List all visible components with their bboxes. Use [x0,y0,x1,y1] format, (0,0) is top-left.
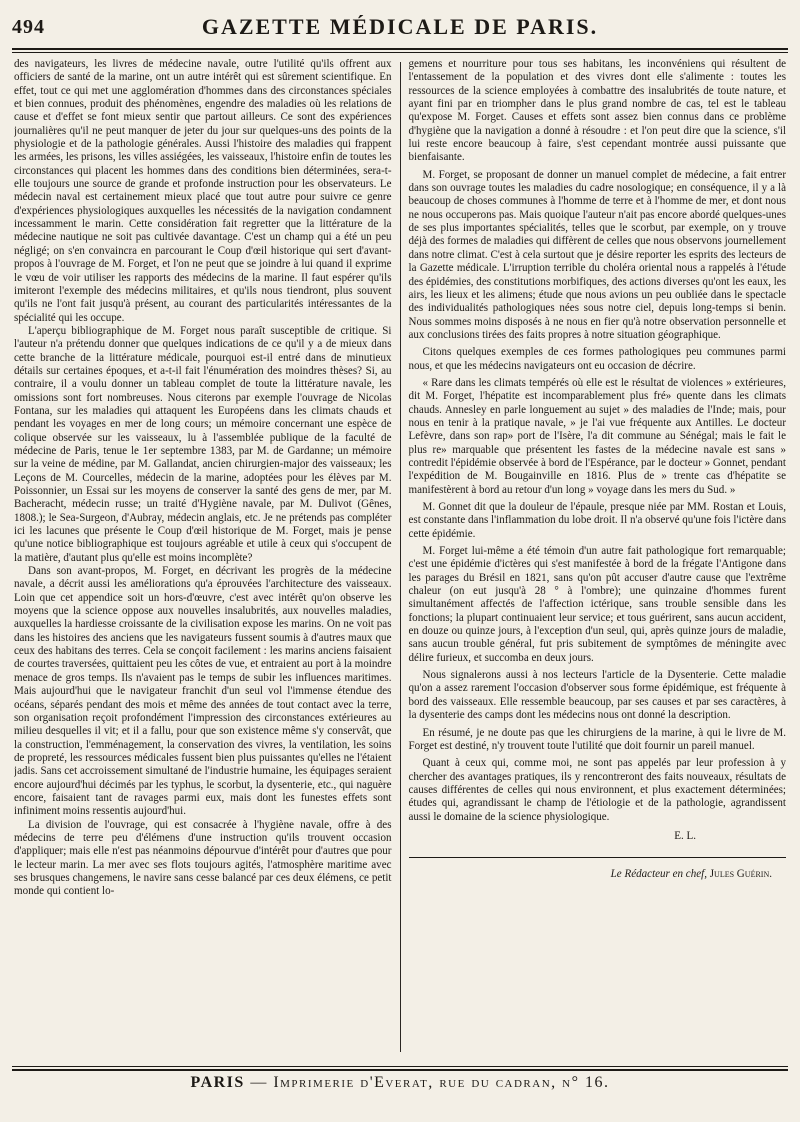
editor-name: Jules Guérin. [709,868,772,881]
journal-title: GAZETTE MÉDICALE DE PARIS. [201,14,599,39]
footer-rule [12,1066,788,1071]
imprint-footer [0,1074,800,1104]
author-signature: E. L. [674,829,696,842]
paragraph: gemens et nourriture pour tous ses habitans, les inconvéniens qui résultent de l'entassement de la population et des vivres dont elle s'alimente : toutes les ressources de la science employées à combattre des insalubrités de toute nature, et ayant fini par en triompher dans le plus grand nombre de cas, tel est le tableau qu'expose M. Forget. Causes et effets sont assez bien connus dans ce problème d'hygiène que la navigation a donné à résoudre : et l'on peut dire que la science, s'il lui reste encore beaucoup à faire, s'est cependant montrée aussi puissante que bienfaisante. [408,58,786,164]
footer-printer: Imprimerie d'Everat, [273,1074,434,1091]
paragraph: Dans son avant-propos, M. Forget, en décrivant les progrès de la médecine navale, a décrit aussi les améliorations qu'a éprouvées l'architecture des vaisseaux. Loin que cet appendice soit un hors-d'œuvre, c'est avec intérêt qu'on observe les moyens que la science oppose aux nouvelles insalubrités, aux nouvelles maladies, auxquelles la hardiesse croissante de la civilisation expose les marins. On ne voit pas dans les histoires des anciens que les navigateurs fussent soumis à d'autres maux que ceux des habitans des terres. Cela se conçoit facilement : les marins anciens faisaient de courtes traversées, quittaient peu les côtes de vue, et entraient au port à la moindre menace de gros temps. Ils n'avaient pas le temps de subir les influences maritimes. Mais aujourd'hui que le navigateur franchit d'un seul vol l'immense étendue des océans, séparés pendant des mois et même des années de tout contact avec la terre, son organisation reçoit profondément l'impression des circonstances extérieures au milieu desquelles il vit; et il a fallu, pour que son existence même s'y conservât, que la construction, l'emménagement, la conservation des vivres, la ventilation, les soins de propreté, les ressources médicales fussent bien plus puissantes qu'elles ne l'étaient jadis. Sans cet accroissement simultané de l'industrie humaine, les équipages seraient encore aujourd'hui décimés par les typhus, le scorbut, la dysenterie, etc., qui naguère encore, faisaient tant de ravages parmi eux, mais dont les funestes effets sont infiniment moins ressentis aujourd'hui. [14,565,392,818]
footer-city: PARIS [190,1074,245,1091]
paragraph: Nous signalerons aussi à nos lecteurs l'article de la Dysenterie. Cette maladie qu'on a assez rarement l'occasion d'observer sous forme épidémique, est fréquente à bord des vaisseaux. Elle ressemble beaucoup, par ses causes et par ses caractères, à la dysenterie des camps dont les médecins nous ont donné la description. [408,669,786,722]
article-columns [14,58,786,1058]
paragraph: des navigateurs, les livres de médecine navale, outre l'utilité qu'ils offrent aux officiers de santé de la marine, ont un autre intérêt qui est sûrement scientifique. En effet, tout ce qui met une agglomération d'hommes dans des circonstances spéciales et bien connues, produit des phénomènes, engendre des maladies où les relations de cause et d'effet se font mieux sentir que partout ailleurs. Ce sont des expériences journalières qu'il ne peut manquer de jeter du jour sur quelques-uns des points de la physiologie et de la pathologie générales. Aussi l'histoire des maladies qui frappent les armées, les prisons, les villes assiégées, les vaisseaux, l'histoire enfin de toutes les circonstances qui placent les hommes dans des conditions bien déterminées, sera-t-elle toujours une source de grande et profonde instruction pour les observateurs. Le médecin naval est certainement mieux placé que tout autre pour suivre ce genre d'expériences physiologiques auxquelles les nécessités de la navigation condamnent incessamment le marin. Cette considération fait regretter que la littérature de la médecine nautique ne soit pas cultivée davantage. C'est un champ qui a été un peu négligé; on s'en convaincra en parcourant le Coup d'œil historique qui sert d'avant-propos à l'ouvrage de M. Forget, et l'on ne peut que se joindre à lui quand il exprime le vœu de voir utiliser les rapports des médecins de la marine. Il faut espérer qu'ils imiteront l'exemple des médecins militaires, et qu'ils nous tiendront, plus souvent qu'ils ne l'ont fait jusqu'à présent, au courant des particularités intéressantes de la spécialité qui les occupe. [14,58,392,324]
header-rule [12,48,788,53]
editor-label: Le Rédacteur en chef, [610,868,707,881]
right-column-paragraphs [409,58,787,824]
paragraph: M. Forget, se proposant de donner un manuel complet de médecine, a fait entrer dans son ouvrage toutes les maladies du cadre nosologique; en conséquence, il y a là beaucoup de choses communes à l'homme de terre et à l'homme de mer, et dont nous ne nous occuperons pas. Mais quoique l'auteur n'ait pas encore abordé quelques-unes de ses plus importantes spécialités, telles que le scorbut, par exemple, on y trouve déjà des formes de maladies qui diffèrent de celles que nous observons journellement dans notre climat. C'est à cela surtout que je désire reporter les esprits des lecteurs de la Gazette médicale. L'irruption terrible du choléra oriental nous a rappelés à l'étude des épidémies, des constitutions morbifiques, des actions diverses qu'ont les eaux, les airs, les lieux et les alimens; étude que nous avions un peu oubliée dans le spectacle des individualités pathologiques nées sous notre ciel, depuis long-temps si benin. Nous sommes moins disposés à ne nous en fier qu'à notre observation personnelle et aux conclusions tirées des faits propres à notre situation géographique. [408,168,786,341]
right-column [401,58,787,1058]
footer-separator: — [250,1074,268,1091]
paragraph: En résumé, je ne doute pas que les chirurgiens de la marine, à qui le livre de M. Forget est destiné, n'y trouvent toute l'utilité que doit fournir un pareil manuel. [408,726,786,752]
paragraph: « Rare dans les climats tempérés où elle est le résultat de violences » extérieures, dit M. Forget, l'hépatite est incomparablement plus fré» quente dans les climats chauds. Annesley en parle longuement au sujet » des maladies de l'Inde; mais, pour nous en tenir à la pratique navale, » je l'ai vue fréquente aux Antilles. Le docteur Lefèvre, dans son rap» port de l'Isère, l'a dit commune au Sénégal; mais le fait le plus re» marquable que présentent les fastes de la médecine navale est sans » contredit l'épidémie observée à bord de l'Espérance, par le docteur » Gonnet, pendant l'expédition de M. Bougainville en 1816. Plus de » trente cas d'hépatite se manifestèrent à bord au retour d'un long » voyage dans les mers du Sud. » [408,376,786,496]
footer-address: rue du cadran, n° 16. [439,1074,610,1091]
signature-rule [409,857,787,858]
editor-credit [409,868,787,881]
paragraph: Quant à ceux qui, comme moi, ne sont pas appelés par leur profession à y chercher des avantages pratiques, ils y rencontreront des faits nouveaux, résultats de causes différentes de celles qui nous environnent, et plus exactement déterminées; études qui, agrandissant le champ de l'étiologie et de la pathologie, agrandissent aussi le domaine de la science physiologique. [408,757,786,823]
paragraph: M. Forget lui-même a été témoin d'un autre fait pathologique fort remarquable; c'est une épidémie d'ictères qui s'est manifestée à bord de la frégate l'Antigone dans les parages du Brésil en 1821, sans qu'on pût accuser d'autre cause que l'extrême chaleur (on eut jusqu'à 28 ° à l'ombre); une quinzaine d'hommes furent simultanément affectés de l'affection ictérique, sans trouble sensible dans les fonctions; la plupart continuaient leur service; et tous guérirent, sans aucun accident, en douze ou quinze jours, à l'exception d'un seul, qui, après quinze jours de maladie, sans aucun trouble général, fut pris subitement de symptômes de méningite avec délire furieux, et succomba en deux jours. [408,545,786,664]
left-column [14,58,400,1058]
page-number: 494 [12,15,45,38]
paragraph: L'aperçu bibliographique de M. Forget nous paraît susceptible de critique. Si l'auteur n'a prétendu donner que quelques indications de ce qu'il y a de mieux dans cette branche de la littérature médicale, pourquoi est-il entré dans de minutieux détails sur certaines époques, et a-t-il fait l'énumération des moindres thèses? Si, au contraire, il a voulu donner un tableau complet de toute la littérature navale, les omissions sont fort nombreuses. Nous citerons par exemple l'ouvrage de Nicolas Fontana, sur les maladies qui attaquent les Européens dans les climats chauds et pendant les voyages en mer de long cours; un mémoire concernant une espèce de colique observée sur les vaisseaux, lu à l'assemblée publique de la faculté de médecine de Paris, tenue le 1er septembre 1383, par M. de Gardanne; un mémoire sur la veine de médine, par M. Gallandat, ancien chirurgien-major des vaisseaux; les Leçons de M. Courcelles, médecin de la marine, adoptées pour les élèves par M. Poissonnier, un Essai sur les moyens de conserver la santé des gens de mer, par M. Bacheracht, médecin russe; un traité d'Hygiène navale, par M. Dulivot (Gênes, 1808.); le Sea-Surgeon, d'Aubray, médecin anglais, etc. Je ne prétends pas compléter ici les lacunes que présente le Coup d'œil historique de M. Forget, mais je pense qu'une notice bibliographique est toujours agréable et utile à ceux qui s'occupent de la matière, d'autant plus qu'elle est moins incomplète? [14,324,392,564]
paragraph: Citons quelques exemples de ces formes pathologiques peu communes parmi nous, et que les médecins navigateurs ont eu occasion de décrire. [408,346,786,372]
page-header [12,10,788,44]
paragraph: La division de l'ouvrage, qui est consacrée à l'hygiène navale, offre à des médecins de terre peu d'élémens d'une instruction qu'ils trouvent occasion d'appliquer; mais elle n'est pas néanmoins dépourvue d'intérêt pour d'autres que pour le lecteur marin. La mer avec ses flots toujours agités, l'atmosphère maritime avec ses brusques changemens, le navire sans cesse balancé par ces deux élémens, ce petit monde qui contient lo- [14,818,392,898]
paragraph: M. Gonnet dit que la douleur de l'épaule, presque niée par MM. Rostan et Louis, est constante dans l'inflammation du lobe droit. Il n'a observé qu'une fois l'ictère dans cette épidémie. [408,501,786,540]
